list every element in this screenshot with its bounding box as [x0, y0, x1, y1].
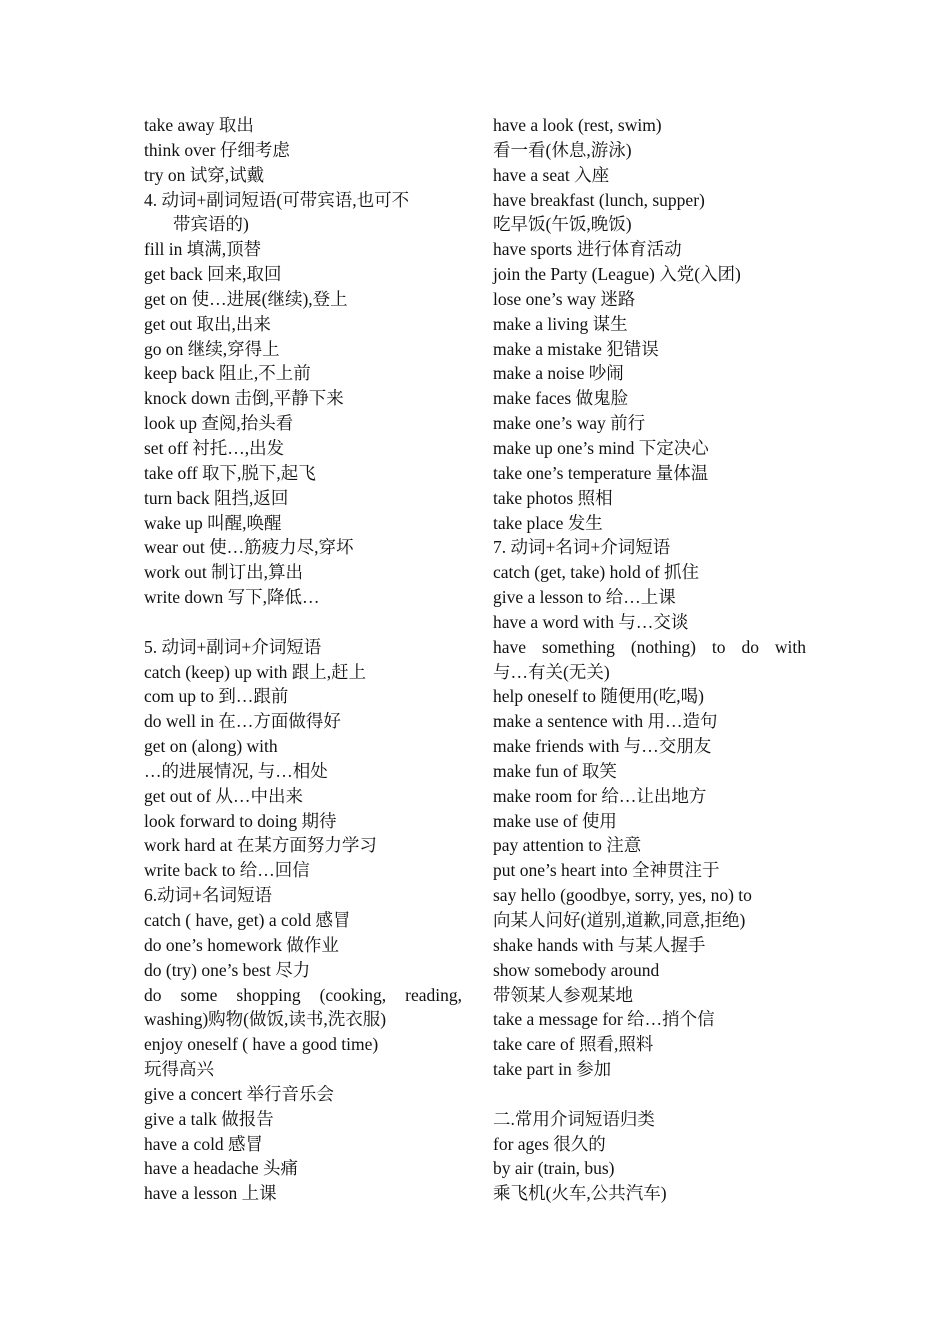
text-line: com up to 到…跟前: [144, 686, 289, 707]
text-line: make room for 给…让出地方: [493, 785, 707, 806]
text-line: get out 取出,出来: [144, 313, 271, 334]
text-line: get out of 从…中出来: [144, 785, 303, 806]
text-line: pay attention to 注意: [493, 835, 642, 856]
text-line: make a mistake 犯错误: [493, 338, 659, 359]
text-line: make a living 谋生: [493, 313, 628, 334]
text-line: turn back 阻挡,返回: [144, 487, 289, 508]
text-line: join the Party (League) 入党(入团): [493, 264, 741, 285]
text-line: give a concert 举行音乐会: [144, 1083, 335, 1104]
text-line: have a seat 入座: [493, 164, 610, 185]
text-line: look forward to doing 期待: [144, 810, 337, 831]
text-line: lose one’s way 迷路: [493, 288, 636, 309]
text-line: take away 取出: [144, 115, 254, 135]
text-line: get on 使…进展(继续),登上: [144, 288, 348, 309]
text-line: 6.动词+名词短语: [144, 885, 272, 906]
text-line: enjoy oneself ( have a good time): [144, 1034, 379, 1055]
text-line: 5. 动词+副词+介词短语: [144, 636, 322, 657]
text-line: go on 继续,穿得上: [144, 338, 280, 359]
text-line: have a lesson 上课: [144, 1183, 277, 1204]
text-line: take off 取下,脱下,起飞: [144, 462, 316, 483]
text-line: make a noise 吵闹: [493, 363, 624, 384]
text-line: work out 制订出,算出: [144, 562, 303, 583]
text-line: show somebody around: [493, 959, 660, 980]
text-line: get back 回来,取回: [144, 264, 282, 285]
left-column: [144, 113, 462, 1206]
text-line: 玩得高兴: [144, 1059, 214, 1080]
text-line: …的进展情况, 与…相处: [144, 760, 328, 781]
text-line: have a headache 头痛: [144, 1158, 299, 1179]
text-line: get on (along) with: [144, 736, 278, 757]
text-line: say hello (goodbye, sorry, yes, no) to: [493, 885, 752, 906]
text-line: washing)购物(做饭,读书,洗衣服): [144, 1009, 387, 1030]
text-line: wake up 叫醒,唤醒: [144, 512, 282, 533]
text-line: catch (get, take) hold of 抓住: [493, 562, 700, 583]
text-line: make a sentence with 用…造句: [493, 711, 718, 732]
text-line: 向某人问好(道别,道歉,同意,拒绝): [493, 910, 746, 930]
text-line: make use of 使用: [493, 810, 617, 831]
text-line: have a look (rest, swim): [493, 115, 662, 135]
text-line: keep back 阻止,不上前: [144, 363, 311, 384]
text-line: do some shopping (cooking, reading,: [144, 984, 462, 1005]
blank-line: [144, 610, 462, 635]
text-line: 与…有关(无关): [493, 661, 610, 682]
text-line: have breakfast (lunch, supper): [493, 189, 705, 210]
text-line: help oneself to 随便用(吃,喝): [493, 686, 704, 707]
text-line: try on 试穿,试戴: [144, 164, 265, 185]
text-line: put one’s heart into 全神贯注于: [493, 860, 720, 881]
text-line: 二.常用介词短语归类: [493, 1108, 655, 1129]
text-line: 带宾语的): [173, 214, 249, 235]
text-line: do well in 在…方面做得好: [144, 711, 341, 732]
text-line: 吃早饭(午饭,晚饭): [493, 214, 632, 235]
text-line: take one’s temperature 量体温: [493, 462, 709, 483]
text-line: 看一看(休息,游泳): [493, 139, 632, 160]
text-line: make up one’s mind 下定决心: [493, 437, 709, 458]
text-line: for ages 很久的: [493, 1133, 606, 1154]
text-line: have sports 进行体育活动: [493, 239, 682, 260]
text-line: fill in 填满,顶替: [144, 239, 262, 260]
text-line: 4. 动词+副词短语(可带宾语,也可不: [144, 189, 410, 210]
text-line: have a word with 与…交谈: [493, 611, 689, 632]
text-line: wear out 使…筋疲力尽,穿坏: [144, 537, 354, 558]
text-line: give a talk 做报告: [144, 1108, 274, 1129]
text-line: have something (nothing) to do with: [493, 636, 806, 657]
text-line: do one’s homework 做作业: [144, 934, 339, 955]
text-line: make one’s way 前行: [493, 413, 646, 434]
text-line: catch ( have, get) a cold 感冒: [144, 910, 351, 930]
blank-line: [493, 1082, 806, 1107]
text-line: give a lesson to 给…上课: [493, 587, 676, 608]
text-line: take part in 参加: [493, 1059, 612, 1080]
text-line: take care of 照看,照料: [493, 1034, 654, 1055]
text-line: take place 发生: [493, 512, 603, 533]
text-line: catch (keep) up with 跟上,赶上: [144, 661, 367, 682]
text-line: do (try) one’s best 尽力: [144, 959, 311, 980]
text-line: have a cold 感冒: [144, 1133, 264, 1154]
text-line: 7. 动词+名词+介词短语: [493, 537, 671, 558]
text-line: make faces 做鬼脸: [493, 388, 629, 409]
right-column: [493, 113, 806, 1206]
text-line: set off 衬托…,出发: [144, 437, 285, 458]
text-line: by air (train, bus): [493, 1158, 615, 1179]
text-line: shake hands with 与某人握手: [493, 934, 706, 955]
text-line: work hard at 在某方面努力学习: [144, 835, 377, 856]
text-line: 乘飞机(火车,公共汽车): [493, 1183, 667, 1204]
text-line: look up 查阅,抬头看: [144, 413, 294, 434]
text-line: write down 写下,降低…: [144, 587, 320, 608]
text-line: make fun of 取笑: [493, 760, 617, 781]
text-line: take a message for 给…捎个信: [493, 1009, 715, 1030]
text-line: 带领某人参观某地: [493, 984, 633, 1005]
text-line: make friends with 与…交朋友: [493, 736, 712, 757]
text-line: knock down 击倒,平静下来: [144, 388, 344, 409]
text-line: take photos 照相: [493, 487, 613, 508]
text-line: think over 仔细考虑: [144, 139, 290, 160]
text-line: write back to 给…回信: [144, 860, 310, 881]
